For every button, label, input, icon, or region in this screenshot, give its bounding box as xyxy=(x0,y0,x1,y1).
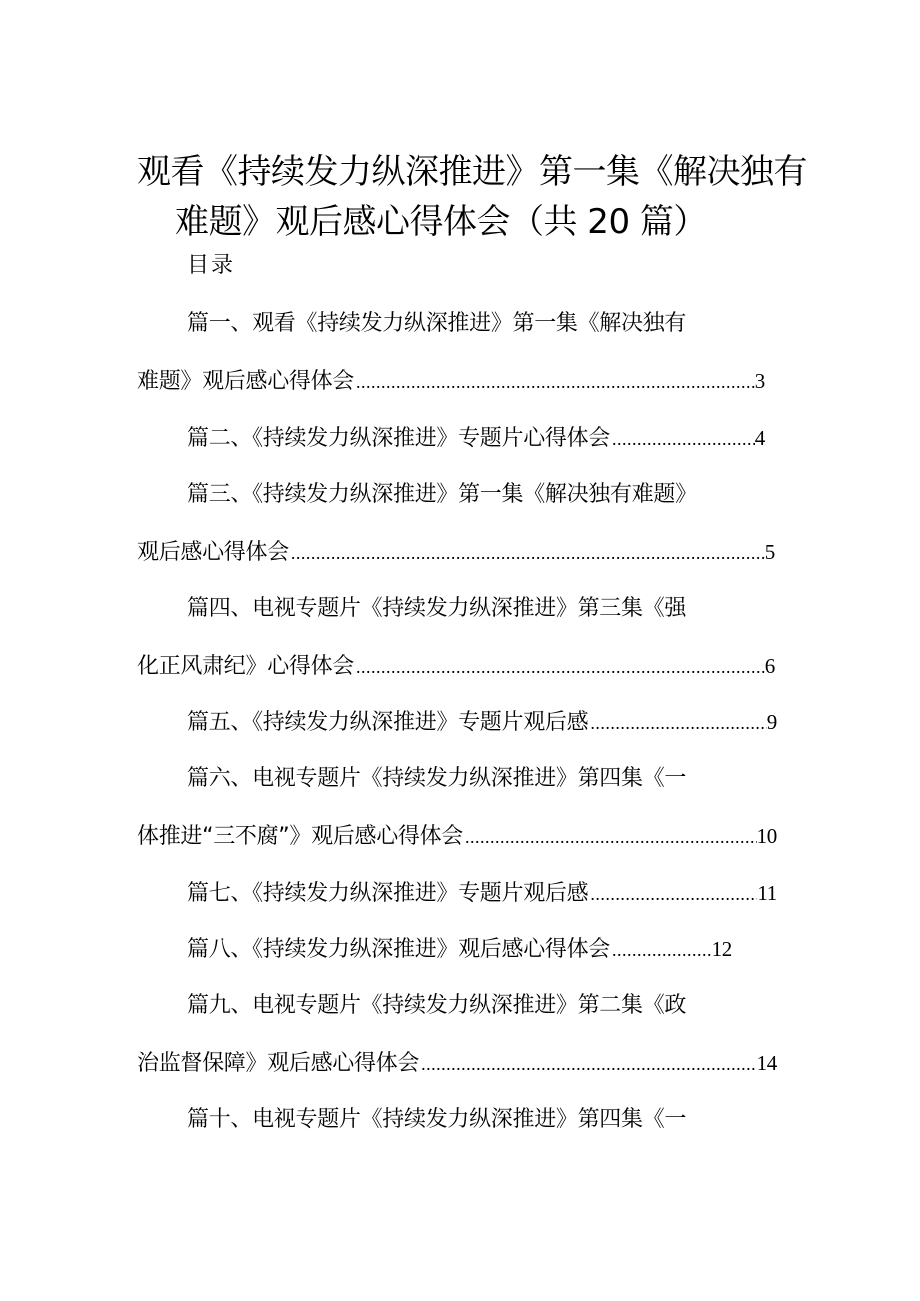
dot-leader xyxy=(356,649,765,685)
document-title xyxy=(137,147,807,247)
toc-heading: 目录 xyxy=(187,253,236,278)
toc-page-number: 12 xyxy=(711,937,732,961)
toc-page-number: 10 xyxy=(756,824,777,848)
toc-entry-3-line-2[interactable] xyxy=(137,534,775,571)
title-line-1: 观看《持续发力纵深推进》第一集《解决独有 xyxy=(137,151,807,192)
toc-page-number: 11 xyxy=(757,881,777,905)
title-line-2: 难题》观后感心得体会（共 20 篇） xyxy=(175,201,707,242)
toc-page-number: 6 xyxy=(764,654,775,678)
toc-page-number: 5 xyxy=(764,540,775,564)
toc-entry-7[interactable] xyxy=(187,875,777,912)
dot-leader xyxy=(612,932,712,968)
dot-leader xyxy=(590,705,766,741)
toc-entry-2[interactable] xyxy=(187,420,765,457)
toc-entry-1-line-1[interactable]: 篇一、观看《持续发力纵深推进》第一集《解决独有 xyxy=(187,311,687,336)
toc-entry-text: 难题》观后感心得体会 xyxy=(137,369,355,394)
toc-entry-text: 篇二、《持续发力纵深推进》专题片心得体会 xyxy=(187,426,611,451)
toc-entry-1-line-2[interactable] xyxy=(137,363,765,400)
toc-entry-text: 化正风肃纪》心得体会 xyxy=(137,654,355,679)
toc-entry-4-line-1[interactable]: 篇四、电视专题片《持续发力纵深推进》第三集《强 xyxy=(187,596,687,621)
toc-entry-5[interactable] xyxy=(187,704,777,741)
dot-leader xyxy=(421,1046,756,1082)
dot-leader xyxy=(291,535,765,571)
toc-page-number: 9 xyxy=(766,710,777,734)
toc-entry-8[interactable] xyxy=(187,931,732,968)
dot-leader xyxy=(590,876,757,912)
toc-entry-6-line-2[interactable] xyxy=(137,818,777,855)
toc-page-number: 3 xyxy=(754,369,765,393)
toc-entry-text: 篇八、《持续发力纵深推进》观后感心得体会 xyxy=(187,937,611,962)
toc-entry-9-line-2[interactable] xyxy=(137,1045,777,1082)
toc-entry-10-line-1[interactable]: 篇十、电视专题片《持续发力纵深推进》第四集《一 xyxy=(187,1107,687,1132)
toc-entry-text: 观后感心得体会 xyxy=(137,540,289,565)
dot-leader xyxy=(465,819,757,855)
dot-leader xyxy=(612,421,755,457)
toc-page-number: 14 xyxy=(756,1051,777,1075)
toc-page-number: 4 xyxy=(754,426,765,450)
toc-entry-text: 篇七、《持续发力纵深推进》专题片观后感 xyxy=(187,881,589,906)
dot-leader xyxy=(356,364,755,400)
toc-entry-6-line-1[interactable]: 篇六、电视专题片《持续发力纵深推进》第四集《一 xyxy=(187,766,687,791)
toc-entry-text: 治监督保障》观后感心得体会 xyxy=(137,1051,420,1076)
toc-entry-text: 体推进“三不腐”》观后感心得体会 xyxy=(137,824,463,849)
toc-entry-9-line-1[interactable]: 篇九、电视专题片《持续发力纵深推进》第二集《政 xyxy=(187,993,687,1018)
toc-entry-text: 篇五、《持续发力纵深推进》专题片观后感 xyxy=(187,710,589,735)
toc-entry-4-line-2[interactable] xyxy=(137,648,775,685)
toc-entry-3-line-1[interactable]: 篇三、《持续发力纵深推进》第一集《解决独有难题》 xyxy=(187,482,697,507)
